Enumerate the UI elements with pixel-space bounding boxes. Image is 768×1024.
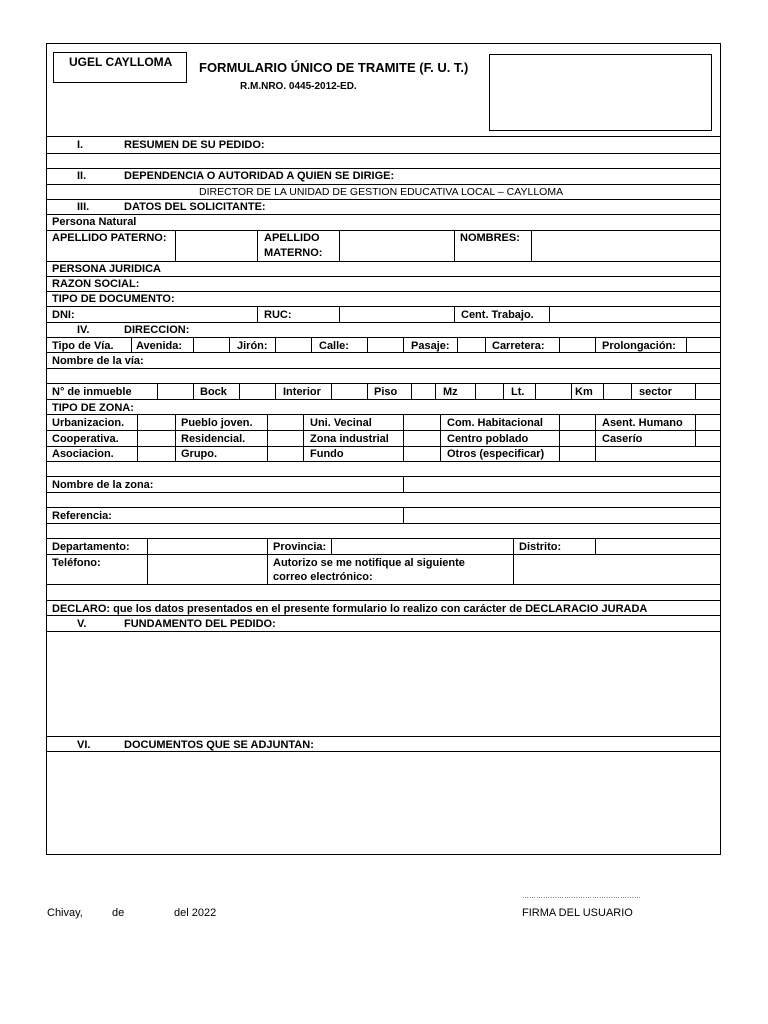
via-label-tipo: Tipo de Vía. (52, 340, 114, 352)
zona-grupo: Grupo. (181, 448, 218, 460)
authority-value: DIRECTOR DE LA UNIDAD DE GESTION EDUCATIVA LOCAL – CAYLLOMA (199, 186, 564, 198)
apellido-materno-label-1: APELLIDO (264, 232, 320, 244)
zona-industrial: Zona industrial (310, 433, 389, 445)
section-3-num: III. (77, 201, 90, 213)
inmueble-label-bock: Bock (200, 386, 227, 398)
section-6-label: DOCUMENTOS QUE SE ADJUNTAN: (124, 739, 314, 751)
via-label-avenida: Avenida: (136, 340, 183, 352)
via-label-carretera: Carretera: (492, 340, 545, 352)
apellido-materno-label-2: MATERNO: (264, 247, 323, 259)
via-label-prolongacion: Prolongación: (602, 340, 676, 352)
section-1-num: I. (77, 139, 84, 151)
autorizo-label-2: correo electrónico: (273, 571, 373, 583)
form-title: FORMULARIO ÚNICO DE TRAMITE (F. U. T.) (199, 60, 469, 75)
form-frame (46, 43, 721, 855)
zona-caserio: Caserío (602, 433, 643, 445)
stamp-box (489, 54, 712, 131)
zona-otros: Otros (especificar) (447, 448, 545, 460)
autorizo-label-1: Autorizo se me notifique al siguiente (273, 557, 465, 569)
inmueble-label-sector: sector (639, 386, 673, 398)
inmueble-label-km: Km (575, 386, 593, 398)
zona-pueblo-joven: Pueblo joven. (181, 417, 253, 429)
section-4-num: IV. (77, 324, 90, 336)
distrito-label: Distrito: (519, 541, 562, 553)
via-label-calle: Calle: (319, 340, 349, 352)
inmueble-label-mz: Mz (443, 386, 458, 398)
section-1-label: RESUMEN DE SU PEDIDO: (124, 139, 265, 151)
inmueble-label-numero: N° de inmueble (52, 386, 132, 398)
persona-juridica-label: PERSONA JURIDICA (52, 263, 161, 275)
persona-natural-label: Persona Natural (52, 216, 137, 228)
telefono-label: Teléfono: (52, 557, 101, 569)
firma-label: FIRMA DEL USUARIO (522, 907, 633, 919)
nombres-label: NOMBRES: (460, 232, 520, 244)
section-2-num: II. (77, 170, 87, 182)
inmueble-label-piso: Piso (374, 386, 398, 398)
section-5-num: V. (77, 618, 87, 630)
referencia-label: Referencia: (52, 510, 112, 522)
section-6-num: VI. (77, 739, 91, 751)
tipo-documento-label: TIPO DE DOCUMENTO: (52, 293, 175, 305)
zona-uni-vecinal: Uni. Vecinal (310, 417, 372, 429)
razon-social-label: RAZON SOCIAL: (52, 278, 140, 290)
signature-line: …………………………………………… (522, 893, 641, 900)
section-2-label: DEPENDENCIA O AUTORIDAD A QUIEN SE DIRIGE: (124, 170, 395, 182)
dni-label: DNI: (52, 309, 75, 321)
zona-asociacion: Asociacion. (52, 448, 114, 460)
footer-year: del 2022 (174, 907, 217, 919)
zona-centro-poblado: Centro poblado (447, 433, 529, 445)
apellido-paterno-label: APELLIDO PATERNO: (52, 232, 167, 244)
section-3-label: DATOS DEL SOLICITANTE: (124, 201, 266, 213)
inmueble-label-interior: Interior (283, 386, 321, 398)
inmueble-label-lt: Lt. (511, 386, 525, 398)
nombre-zona-label: Nombre de la zona: (52, 479, 154, 491)
footer-de: de (112, 907, 125, 919)
footer-city: Chivay, (47, 907, 83, 919)
section-5-label: FUNDAMENTO DEL PEDIDO: (124, 618, 276, 630)
nombre-via-label: Nombre de la vía: (52, 355, 144, 367)
zona-com-habitacional: Com. Habitacional (447, 417, 543, 429)
zona-fundo: Fundo (310, 448, 344, 460)
declaro-text: DECLARO: que los datos presentados en el presente formulario lo realizo con carácter de DECLARACIO JURADA (52, 603, 648, 615)
zona-urbanizacion: Urbanizacion. (52, 417, 125, 429)
departamento-label: Departamento: (52, 541, 130, 553)
ruc-label: RUC: (264, 309, 292, 321)
zona-cooperativa: Cooperativa. (52, 433, 119, 445)
cent-trabajo-label: Cent. Trabajo. (461, 309, 534, 321)
ugel-label: UGEL CAYLLOMA (69, 55, 173, 69)
tipo-zona-label: TIPO DE ZONA: (52, 402, 134, 414)
resolution-number: R.M.NRO. 0445-2012-ED. (240, 81, 357, 92)
zona-asent-humano: Asent. Humano (602, 417, 683, 429)
via-label-jiron: Jirón: (237, 340, 268, 352)
via-label-pasaje: Pasaje: (411, 340, 450, 352)
zona-residencial: Residencial. (181, 433, 246, 445)
provincia-label: Provincia: (273, 541, 327, 553)
section-4-label: DIRECCION: (124, 324, 190, 336)
